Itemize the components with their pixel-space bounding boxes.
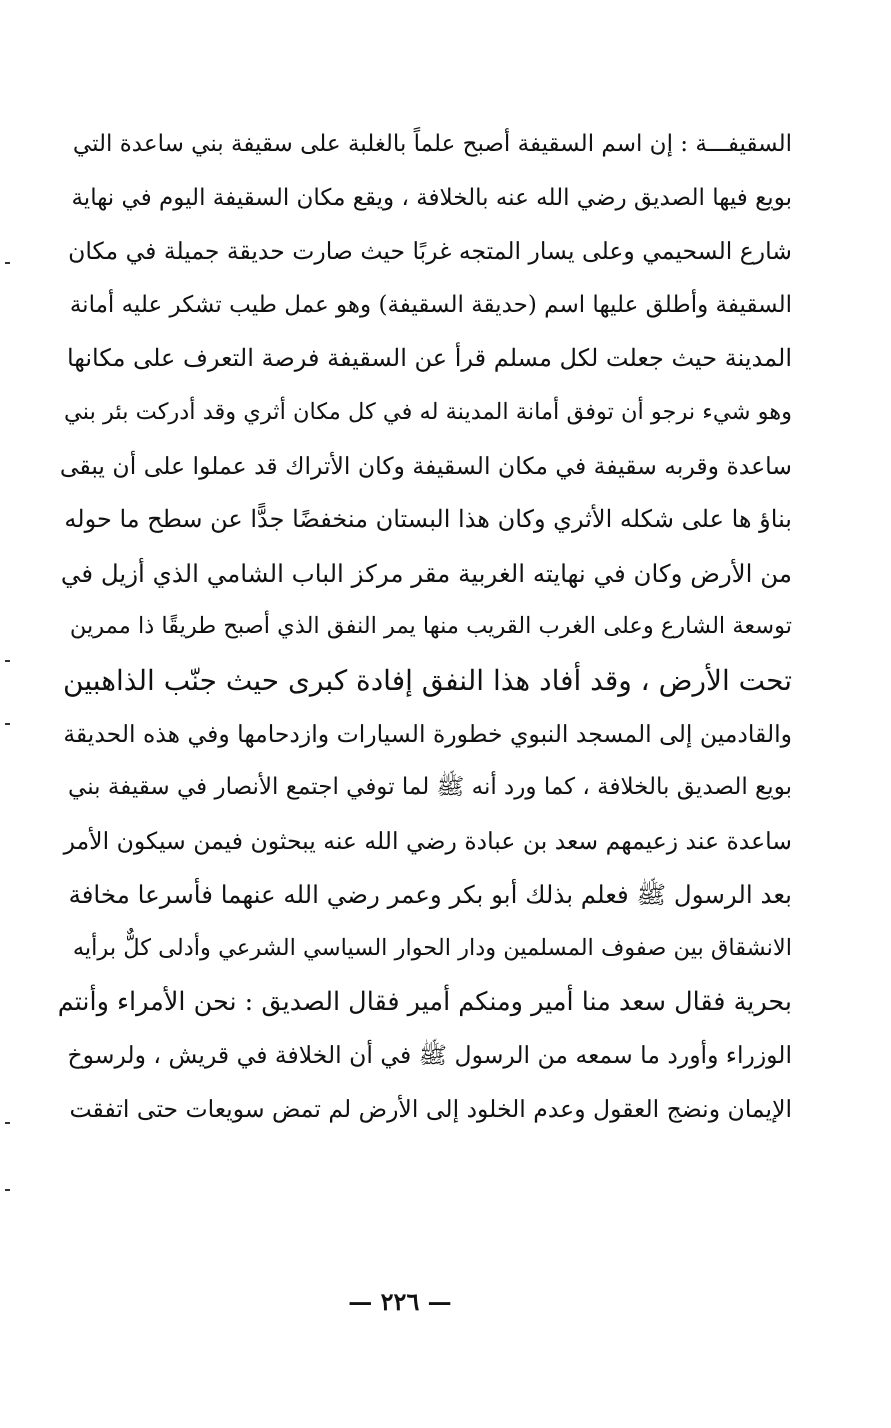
text-line: من الأرض وكان في نهايته الغربية مقر مركز الباب الشامي الذي أزيل في xyxy=(60,558,792,588)
text-line: بعد الرسول ﷺ فعلم بذلك أبو بكر وعمر رضي الله عنهما فأسرعا مخافة xyxy=(68,880,792,910)
text-line: توسعة الشارع وعلى الغرب القريب منها يمر النفق الذي أصبح طريقًا ذا ممرين xyxy=(69,613,792,640)
text-line: بحرية فقال سعد منا أمير ومنكم أمير فقال الصديق : نحن الأمراء وأنتم xyxy=(57,986,792,1017)
margin-mark xyxy=(5,723,10,725)
text-line: بناؤ ها على شكله الأثري وكان هذا البستان منخفضًا جدًّا عن سطح ما حوله xyxy=(64,505,792,534)
margin-mark xyxy=(5,660,10,662)
text-line: الإيمان ونضج العقول وعدم الخلود إلى الأرض لم تمض سويعات حتى اتفقت xyxy=(69,1094,792,1123)
text-line: ساعدة وقربه سقيفة في مكان السقيفة وكان الأتراك قد عملوا على أن يبقى xyxy=(59,451,792,480)
margin-mark xyxy=(5,262,10,264)
body-text xyxy=(58,118,792,1136)
margin-mark xyxy=(5,1189,10,1191)
text-line: ساعدة عند زعيمهم سعد بن عبادة رضي الله عنه يبحثون فيمن سيكون الأمر xyxy=(63,826,792,855)
text-line: شارع السحيمي وعلى يسار المتجه غربًا حيث صارت حديقة جميلة في مكان xyxy=(68,237,792,266)
text-line: المدينة حيث جعلت لكل مسلم قرأ عن السقيفة فرصة التعرف على مكانها xyxy=(66,344,792,373)
text-line: تحت الأرض ، وقد أفاد هذا النفق إفادة كبرى حيث جنّب الذاهبين xyxy=(63,663,792,697)
text-line: بويع الصديق بالخلافة ، كما ورد أنه ﷺ لما توفي اجتمع الأنصار في سقيفة بني xyxy=(68,774,792,801)
text-line: وهو شيء نرجو أن توفق أمانة المدينة له في كل مكان أثري وقد أدركت بئر بني xyxy=(64,398,792,425)
text-line: السقيفـــة : إن اسم السقيفة أصبح علماً بالغلبة على سقيفة بني ساعدة التي xyxy=(72,131,792,157)
text-line: بويع فيها الصديق رضي الله عنه بالخلافة ، ويقع مكان السقيفة اليوم في نهاية xyxy=(71,184,792,211)
text-line: السقيفة وأطلق عليها اسم (حديقة السقيفة) وهو عمل طيب تشكر عليه أمانة xyxy=(69,291,792,318)
text-line: الوزراء وأورد ما سمعه من الرسول ﷺ في أن الخلافة في قريش ، ولرسوخ xyxy=(67,1041,792,1070)
text-line: والقادمين إلى المسجد النبوي خطورة السيارات وازدحامها وفي هذه الحديقة xyxy=(63,719,792,748)
text-line: الانشقاق بين صفوف المسلمين ودار الحوار السياسي الشرعي وأدلى كلٌّ برأيه xyxy=(72,934,792,961)
page-number: — ٢٢٦ — xyxy=(348,1287,452,1316)
margin-mark xyxy=(5,1122,10,1124)
